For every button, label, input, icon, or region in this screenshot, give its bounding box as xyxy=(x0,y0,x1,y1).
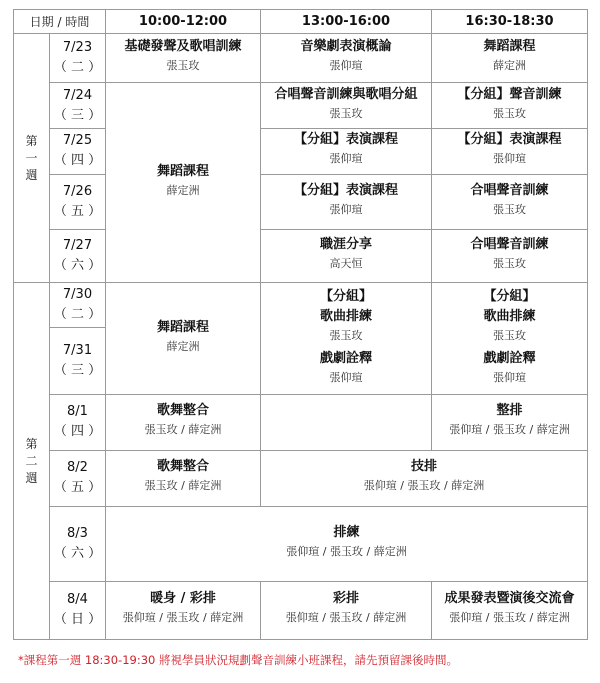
session-cell: 排練 張仰瑄 / 張玉玫 / 薛定洲 xyxy=(106,506,588,581)
table-row xyxy=(14,395,588,451)
session-cell: 技排 張仰瑄 / 張玉玫 / 薛定洲 xyxy=(261,450,588,506)
table-row xyxy=(14,581,588,639)
session-cell: 音樂劇表演概論 張仰瑄 xyxy=(261,34,432,83)
date-cell: 7/31 （ 三 ） xyxy=(50,327,106,394)
session-cell: 【分組】表演課程 張仰瑄 xyxy=(261,174,432,230)
session-cell: 合唱聲音訓練 張玉玫 xyxy=(432,174,588,230)
table-row xyxy=(14,174,588,230)
date-cell: 8/4 （ 日 ） xyxy=(50,581,106,639)
slot-morning-header: 10:00-12:00 xyxy=(106,10,261,34)
slot-evening-header: 16:30-18:30 xyxy=(432,10,588,34)
table-row xyxy=(14,230,588,283)
session-cell: 合唱聲音訓練與歌唱分組 張玉玫 xyxy=(261,83,432,129)
session-cell: 彩排 張仰瑄 / 張玉玫 / 薛定洲 xyxy=(261,581,432,639)
date-cell: 7/30 （ 二 ） xyxy=(50,283,106,328)
table-row xyxy=(14,283,588,328)
session-cell: 歌舞整合 張玉玫 / 薛定洲 xyxy=(106,395,261,451)
slot-afternoon-header: 13:00-16:00 xyxy=(261,10,432,34)
date-cell: 7/27 （ 六 ） xyxy=(50,230,106,283)
date-cell: 7/25 （ 四 ） xyxy=(50,128,106,174)
footnote: *課程第一週 18:30-19:30 將視學員狀況規劃聲音訓練小班課程，請先預留課後時間。 xyxy=(18,653,458,667)
table-row xyxy=(14,506,588,581)
schedule-table xyxy=(13,9,588,640)
empty-cell xyxy=(261,395,432,451)
date-cell: 7/26 （ 五 ） xyxy=(50,174,106,230)
session-cell: 【分組】聲音訓練 張玉玫 xyxy=(432,83,588,129)
table-row xyxy=(14,34,588,83)
session-cell: 基礎發聲及歌唱訓練 張玉玫 xyxy=(106,34,261,83)
session-cell: 舞蹈課程 薛定洲 xyxy=(106,283,261,395)
date-cell: 7/24 （ 三 ） xyxy=(50,83,106,129)
table-row xyxy=(14,83,588,129)
session-cell: 【分組】 歌曲排練 張玉玫 戲劇詮釋 張仰瑄 xyxy=(432,283,588,395)
table-row xyxy=(14,128,588,174)
header-row xyxy=(14,10,588,34)
session-cell: 【分組】表演課程 張仰瑄 xyxy=(432,128,588,174)
session-cell: 成果發表暨演後交流會 張仰瑄 / 張玉玫 / 薛定洲 xyxy=(432,581,588,639)
session-cell: 【分組】 歌曲排練 張玉玫 戲劇詮釋 張仰瑄 xyxy=(261,283,432,395)
session-cell: 整排 張仰瑄 / 張玉玫 / 薛定洲 xyxy=(432,395,588,451)
session-cell: 舞蹈課程 薛定洲 xyxy=(106,83,261,283)
session-cell: 職涯分享 高天恒 xyxy=(261,230,432,283)
week-2-label: 第 二 週 xyxy=(14,283,50,640)
week-1-label: 第 一 週 xyxy=(14,34,50,283)
session-cell: 【分組】表演課程 張仰瑄 xyxy=(261,128,432,174)
session-cell: 暖身 / 彩排 張仰瑄 / 張玉玫 / 薛定洲 xyxy=(106,581,261,639)
date-cell: 8/1 （ 四 ） xyxy=(50,395,106,451)
table-row xyxy=(14,450,588,506)
date-time-header: 日期 / 時間 xyxy=(14,10,106,34)
date-cell: 8/2 （ 五 ） xyxy=(50,450,106,506)
date-cell: 8/3 （ 六 ） xyxy=(50,506,106,581)
session-cell: 合唱聲音訓練 張玉玫 xyxy=(432,230,588,283)
session-cell: 歌舞整合 張玉玫 / 薛定洲 xyxy=(106,450,261,506)
session-cell: 舞蹈課程 薛定洲 xyxy=(432,34,588,83)
date-cell: 7/23 （ 二 ） xyxy=(50,34,106,83)
